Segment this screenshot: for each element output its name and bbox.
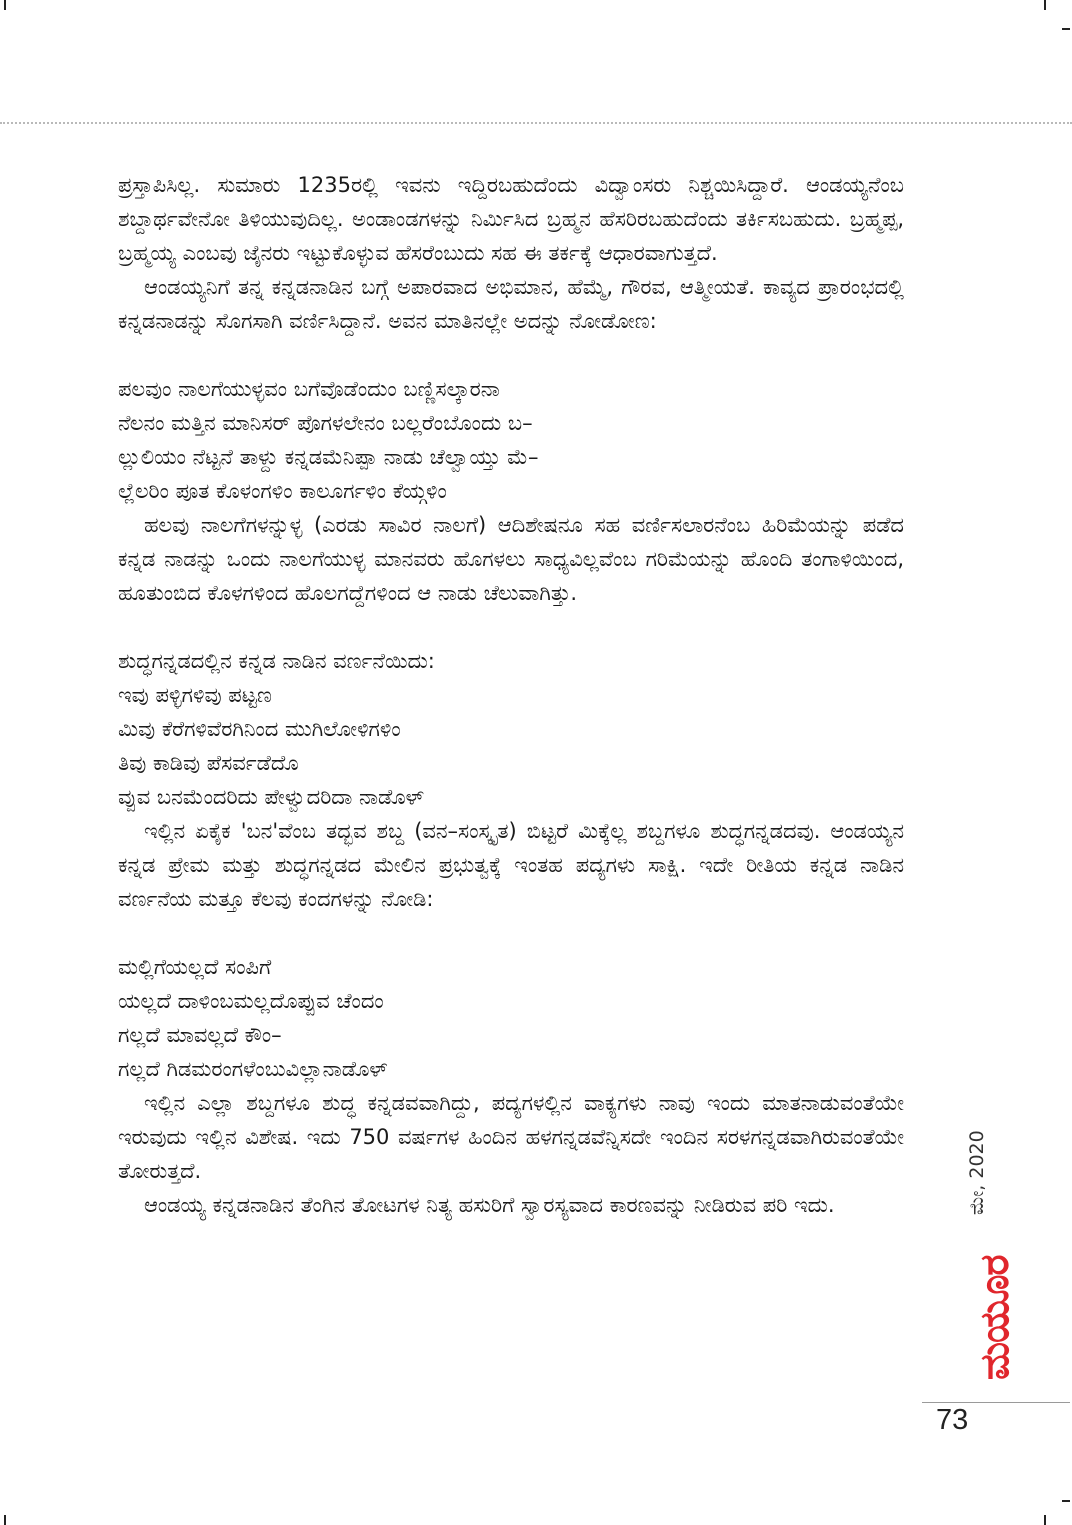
paragraph-5: ಇಲ್ಲಿನ ಎಲ್ಲಾ ಶಬ್ದಗಳೂ ಶುದ್ಧ ಕನ್ನಡವವಾಗಿದ್ದು, ಪದ್ಯಗಳಲ್ಲಿನ ವಾಕ್ಯಗಳು ನಾವು ಇಂದು ಮಾತನಾಡುವಂತೆಯೇ ಇರುವುದು ಇಲ್ಲಿನ ವಿಶೇಷ. ಇದು 750 ವರ್ಷಗಳ ಹಿಂದಿನ ಹಳಗನ್ನಡವೆನ್ನಿಸದೇ ಇಂದಿನ ಸರಳಗನ್ನಡವಾಗಿರುವಂತೆಯೇ ತೋರುತ್ತದೆ. bbox=[118, 1091, 904, 1183]
verse-line: ಮಲ್ಲಿಗೆಯಲ್ಲದೆ ಸಂಪಿಗೆ bbox=[118, 955, 272, 979]
crop-mark-bottom-left bbox=[4, 1515, 6, 1525]
header-dotted-rule bbox=[0, 122, 1072, 124]
crop-mark-bottom-right bbox=[1044, 1515, 1046, 1525]
crop-mark-top-left bbox=[4, 0, 6, 10]
spacer bbox=[118, 338, 904, 372]
spacer bbox=[118, 916, 904, 950]
article-body bbox=[118, 168, 904, 1222]
footer-rule bbox=[922, 1402, 1070, 1403]
paragraph-4: ಇಲ್ಲಿನ ಏಕೈಕ 'ಬನ'ವೆಂಬ ತದ್ಭವ ಶಬ್ದ (ವನ–ಸಂಸ್ಕೃತ) ಬಿಟ್ಟರೆ ಮಿಕ್ಕೆಲ್ಲ ಶಬ್ದಗಳೂ ಶುದ್ಧಗನ್ನಡದವು. ಆಂಡಯ್ಯನ ಕನ್ನಡ ಪ್ರೇಮ ಮತ್ತು ಶುದ್ಧಗನ್ನಡದ ಮೇಲಿನ ಪ್ರಭುತ್ವಕ್ಕೆ ಇಂತಹ ಪದ್ಯಗಳು ಸಾಕ್ಷಿ. ಇದೇ ರೀತಿಯ ಕನ್ನಡ ನಾಡಿನ ವರ್ಣನೆಯ ಮತ್ತೂ ಕೆಲವು ಕಂದಗಳನ್ನು ನೋಡಿ: bbox=[118, 819, 904, 911]
crop-mark-right-upper bbox=[1062, 28, 1070, 30]
verse-line: ಲ್ಲುಲಿಯಂ ನೆಟ್ಟನೆ ತಾಳ್ದು ಕನ್ನಡಮೆನಿಪ್ಪಾ ನಾಡು ಚೆಲ್ವಾಯ್ತು ಮೆ– bbox=[118, 445, 539, 469]
paragraph-3: ಹಲವು ನಾಲಗೆಗಳನ್ನುಳ್ಳ (ಎರಡು ಸಾವಿರ ನಾಲಗೆ) ಆದಿಶೇಷನೂ ಸಹ ವರ್ಣಿಸಲಾರನೆಂಬ ಹಿರಿಮೆಯನ್ನು ಪಡೆದ ಕನ್ನಡ ನಾಡನ್ನು ಒಂದು ನಾಲಗೆಯುಳ್ಳ ಮಾನವರು ಹೊಗಳಲು ಸಾಧ್ಯವಿಲ್ಲವೆಂಬ ಗರಿಮೆಯನ್ನು ಹೊಂದಿ ತಂಗಾಳಿಯಿಂದ, ಹೂತುಂಬಿದ ಕೊಳಗಳಿಂದ ಹೊಲಗದ್ದೆಗಳಿಂದ ಆ ನಾಡು ಚೆಲುವಾಗಿತ್ತು. bbox=[118, 513, 904, 605]
page-number: 73 bbox=[936, 1404, 969, 1436]
crop-mark-top-right bbox=[1044, 0, 1046, 10]
verse-line: ಲ್ಲೆಲರಿಂ ಪೂತ ಕೊಳಂಗಳಿಂ ಕಾಲೂರ್ಗಳಿಂ ಕೆಯ್ಗಳಿಂ bbox=[118, 479, 447, 503]
verse-line: ಮಿವು ಕೆರೆಗಳಿವೆರಗಿನಿಂದ ಮುಗಿಲೋಳಿಗಳಿಂ bbox=[118, 717, 401, 741]
verse-line: ತಿವು ಕಾಡಿವು ಪೆಸರ್ವಡೆದೊ bbox=[118, 751, 299, 775]
verse-line: ಪಲವುಂ ನಾಲಗೆಯುಳ್ಳವಂ ಬಗೆವೊಡೆಂದುಂ ಬಣ್ಣಿಸಲ್ಕಾರನಾ bbox=[118, 377, 500, 401]
verse-line: ವ್ಪುವ ಬನಮೆಂದರಿದು ಪೇಳ್ವುದರಿದಾ ನಾಡೊಳ್ bbox=[118, 785, 424, 809]
verse-line: ಇವು ಪಳ್ಳಿಗಳಿವು ಪಟ್ಟಣ bbox=[118, 683, 272, 707]
verse-line: ಗಲ್ಲದೆ ಗಿಡಮರಂಗಳೆಂಬುವಿಲ್ಲಾನಾಡೊಳ್ bbox=[118, 1057, 388, 1081]
verse-line: ನೆಲನಂ ಮತ್ತಿನ ಮಾನಿಸರ್ ಪೊಗಳಲೇನಂ ಬಲ್ಲರೆಂಬೊಂದು ಬ– bbox=[118, 411, 533, 435]
paragraph-6: ಆಂಡಯ್ಯ ಕನ್ನಡನಾಡಿನ ತೆಂಗಿನ ತೋಟಗಳ ನಿತ್ಯ ಹಸುರಿಗೆ ಸ್ವಾರಸ್ಯವಾದ ಕಾರಣವನ್ನು ನೀಡಿರುವ ಪರಿ ಇದು. bbox=[144, 1193, 835, 1217]
verse-line: ಗಲ್ಲದೆ ಮಾವಲ್ಲದೆ ಕೌಂ– bbox=[118, 1023, 282, 1047]
issue-date: ಮೇ, 2020 bbox=[966, 1130, 988, 1215]
spacer bbox=[118, 610, 904, 644]
verse-block-3 bbox=[118, 950, 904, 1086]
verse-block-2 bbox=[118, 678, 904, 814]
paragraph-2: ಆಂಡಯ್ಯನಿಗೆ ತನ್ನ ಕನ್ನಡನಾಡಿನ ಬಗ್ಗೆ ಅಪಾರವಾದ ಅಭಿಮಾನ, ಹೆಮ್ಮೆ, ಗೌರವ, ಆತ್ಮೀಯತೆ. ಕಾವ್ಯದ ಪ್ರಾರಂಭದಲ್ಲಿ ಕನ್ನಡನಾಡನ್ನು ಸೊಗಸಾಗಿ ವರ್ಣಿಸಿದ್ದಾನೆ. ಅವನ ಮಾತಿನಲ್ಲೇ ಅದನ್ನು ನೋಡೋಣ: bbox=[118, 275, 904, 333]
verse-intro: ಶುದ್ಧಗನ್ನಡದಲ್ಲಿನ ಕನ್ನಡ ನಾಡಿನ ವರ್ಣನೆಯಿದು: bbox=[118, 649, 435, 673]
paragraph-1: ಪ್ರಸ್ತಾಪಿಸಿಲ್ಲ. ಸುಮಾರು 1235ರಲ್ಲಿ ಇವನು ಇದ್ದಿರಬಹುದೆಂದು ವಿದ್ವಾಂಸರು ನಿಶ್ಚಯಿಸಿದ್ದಾರೆ. ಆಂಡಯ್ಯನೆಂಬ ಶಬ್ದಾರ್ಥವೇನೋ ತಿಳಿಯುವುದಿಲ್ಲ. ಅಂಡಾಂಡಗಳನ್ನು ನಿರ್ಮಿಸಿದ ಬ್ರಹ್ಮನ ಹೆಸರಿರಬಹುದೆಂದು ತರ್ಕಿಸಬಹುದು. ಬ್ರಹ್ಮಪ್ಪ, ಬ್ರಹ್ಮಯ್ಯ ಎಂಬವು ಜೈನರು ಇಟ್ಟುಕೊಳ್ಳುವ ಹೆಸರೆಂಬುದು ಸಹ ಈ ತರ್ಕಕ್ಕೆ ಆಧಾರವಾಗುತ್ತದೆ. bbox=[118, 173, 904, 265]
magazine-logo: ಮಯೂರ bbox=[972, 1255, 1018, 1380]
verse-block-1 bbox=[118, 372, 904, 508]
crop-mark-right-lower bbox=[1062, 1500, 1070, 1502]
verse-line: ಯಲ್ಲದೆ ದಾಳಿಂಬಮಲ್ಲದೊಪ್ಪುವ ಚೆಂದಂ bbox=[118, 989, 384, 1013]
